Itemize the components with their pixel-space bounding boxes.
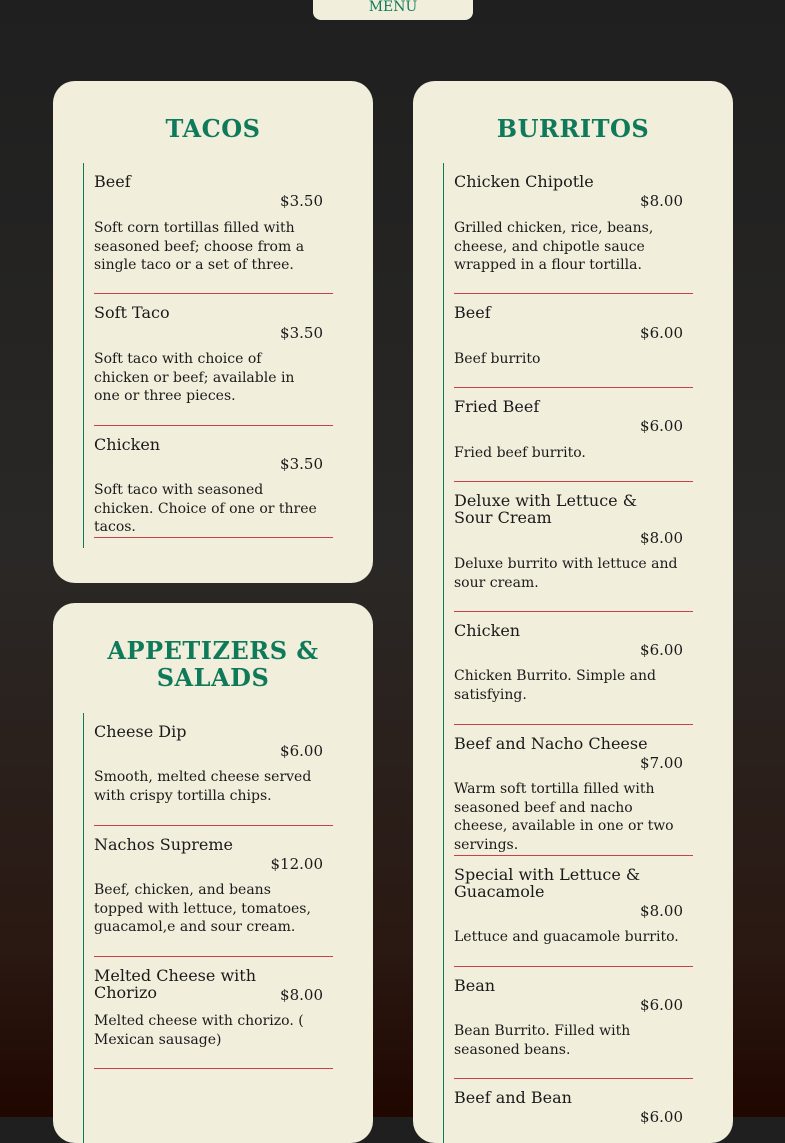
item-desc: Beef burrito [454, 351, 541, 367]
item-desc: Fried beef burrito. [454, 445, 586, 461]
item-price: $6.00 [640, 996, 683, 1014]
item-divider [454, 1078, 693, 1079]
item-desc: Warm soft tortilla filled with seasoned beef and nacho cheese, available in one or two servings. [454, 781, 674, 853]
menu-tab[interactable]: MENU [313, 0, 473, 20]
item-price: $12.00 [270, 855, 323, 873]
item-name: Beef and Bean [454, 1088, 572, 1107]
item-desc: Soft taco with choice of chicken or beef; available in one or three pieces. [94, 351, 295, 404]
card-title: TACOS [165, 114, 261, 143]
items-rule [83, 163, 84, 548]
item-desc: Bean Burrito. Filled with seasoned beans. [454, 1023, 631, 1058]
item-divider [454, 966, 693, 967]
item-price: $8.00 [640, 192, 683, 210]
item-name: Fried Beef [454, 397, 540, 416]
item-price: $6.00 [280, 742, 323, 760]
item-divider [454, 387, 693, 388]
item-divider [454, 481, 693, 482]
card-title: APPETIZERS & SALADS [107, 636, 319, 692]
items-rule [83, 713, 84, 1143]
item-divider [94, 425, 333, 426]
item-name: Deluxe with Lettuce & Sour Cream [454, 491, 637, 527]
card-title: BURRITOS [496, 114, 650, 143]
item-name: Chicken [94, 435, 161, 454]
item-desc: Melted cheese with chorizo. ( Mexican sausage) [94, 1013, 304, 1048]
item-divider [454, 293, 693, 294]
item-divider [94, 1068, 333, 1069]
item-name: Chicken [454, 621, 521, 640]
item-price: $8.00 [280, 986, 323, 1004]
item-price: $8.00 [640, 902, 683, 920]
item-desc: Beef, chicken, and beans topped with lettuce, tomatoes, guacamol,e and sour cream. [94, 882, 311, 935]
item-name: Nachos Supreme [94, 835, 233, 854]
item-name: Bean [454, 976, 496, 995]
item-price: $7.00 [640, 754, 683, 772]
item-name: Chicken Chipotle [454, 172, 594, 191]
item-name: Beef [454, 303, 491, 322]
tacos-card [53, 81, 373, 583]
item-desc: Chicken Burrito. Simple and satisfying. [454, 668, 657, 703]
item-desc: Lettuce and guacamole burrito. [454, 929, 679, 945]
item-name: Soft Taco [94, 303, 170, 322]
item-price: $3.50 [280, 324, 323, 342]
item-name: Beef [94, 172, 131, 191]
item-name: Special with Lettuce & Guacamole [454, 865, 641, 901]
item-desc: Smooth, melted cheese served with crispy tortilla chips. [94, 769, 312, 804]
item-desc: Grilled chicken, rice, beans, cheese, and chipotle sauce wrapped in a flour tortilla. [454, 220, 654, 273]
appetizers-card [53, 603, 373, 1143]
burritos-card [413, 81, 733, 1143]
item-name: Beef and Nacho Cheese [454, 734, 648, 753]
item-divider [94, 825, 333, 826]
item-price: $6.00 [640, 324, 683, 342]
item-divider [454, 855, 693, 856]
item-price: $6.00 [640, 641, 683, 659]
item-desc: Soft corn tortillas filled with seasoned beef; choose from a single taco or a set of three. [94, 220, 305, 273]
item-divider [454, 611, 693, 612]
item-divider [94, 956, 333, 957]
item-price: $6.00 [640, 417, 683, 435]
item-divider [454, 724, 693, 725]
item-name: Cheese Dip [94, 722, 187, 741]
item-price: $3.50 [280, 192, 323, 210]
item-desc: Soft taco with seasoned chicken. Choice of one or three tacos. [94, 482, 317, 535]
item-divider [94, 293, 333, 294]
item-desc: Deluxe burrito with lettuce and sour cream. [454, 556, 678, 591]
item-price: $3.50 [280, 455, 323, 473]
item-price: $6.00 [640, 1108, 683, 1126]
item-price: $8.00 [640, 529, 683, 547]
item-name: Melted Cheese with Chorizo [94, 966, 256, 1002]
item-divider [94, 537, 333, 538]
